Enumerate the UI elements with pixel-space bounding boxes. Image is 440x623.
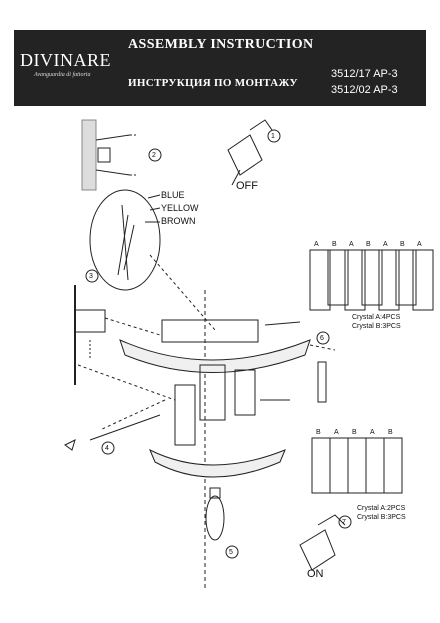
bulb-sketch	[206, 488, 224, 540]
wire-label-yellow: YELLOW	[161, 203, 199, 213]
step-3-number: 3	[89, 273, 93, 280]
crystal-letter: A	[314, 241, 319, 248]
wall-mount-sketch	[82, 120, 138, 190]
crystal-letter: B	[400, 241, 405, 248]
crystal-letter: B	[352, 429, 357, 436]
crystal-count-bottom-a: Crystal A:2PCS	[357, 505, 406, 512]
crystal-set-bottom	[312, 438, 402, 493]
switch-off-sketch	[228, 120, 272, 185]
title-english: ASSEMBLY INSTRUCTION	[128, 37, 314, 52]
crystal-letter: B	[388, 429, 393, 436]
lamp-body	[78, 290, 335, 590]
title-russian: ИНСТРУКЦИЯ ПО МОНТАЖУ	[128, 77, 298, 89]
step-2-number: 2	[152, 152, 156, 159]
crystal-letter: B	[316, 429, 321, 436]
crystal-letter: B	[366, 241, 371, 248]
crystal-count-bottom-b: Crystal B:3PCS	[357, 514, 406, 521]
brand-logo: DIVINARE	[20, 50, 111, 70]
crystal-letter: A	[349, 241, 354, 248]
crystal-count-top-a: Crystal A:4PCS	[352, 314, 401, 321]
model-number-2: 3512/02 AP-3	[331, 84, 398, 96]
crystal-letter: A	[417, 241, 422, 248]
crystal-letter: A	[383, 241, 388, 248]
wire-label-brown: BROWN	[161, 216, 196, 226]
crystal-letter: A	[334, 429, 339, 436]
model-number-1: 3512/17 AP-3	[331, 68, 398, 80]
step-5-number: 5	[229, 549, 233, 556]
wire-label-blue: BLUE	[161, 190, 185, 200]
step-7-number: 7	[342, 519, 346, 526]
step-1-number: 1	[271, 133, 275, 140]
wall-bracket-sketch	[75, 285, 160, 385]
crystal-letter: A	[370, 429, 375, 436]
switch-on-sketch	[300, 515, 345, 570]
state-on-label: ON	[307, 568, 324, 580]
crystal-letter: B	[332, 241, 337, 248]
state-off-label: OFF	[236, 180, 258, 192]
crystal-count-top-b: Crystal B:3PCS	[352, 323, 401, 330]
brand-tagline: Avanguardia di fattoria	[34, 72, 91, 78]
step-6-number: 6	[320, 335, 324, 342]
step-4-number: 4	[105, 445, 109, 452]
